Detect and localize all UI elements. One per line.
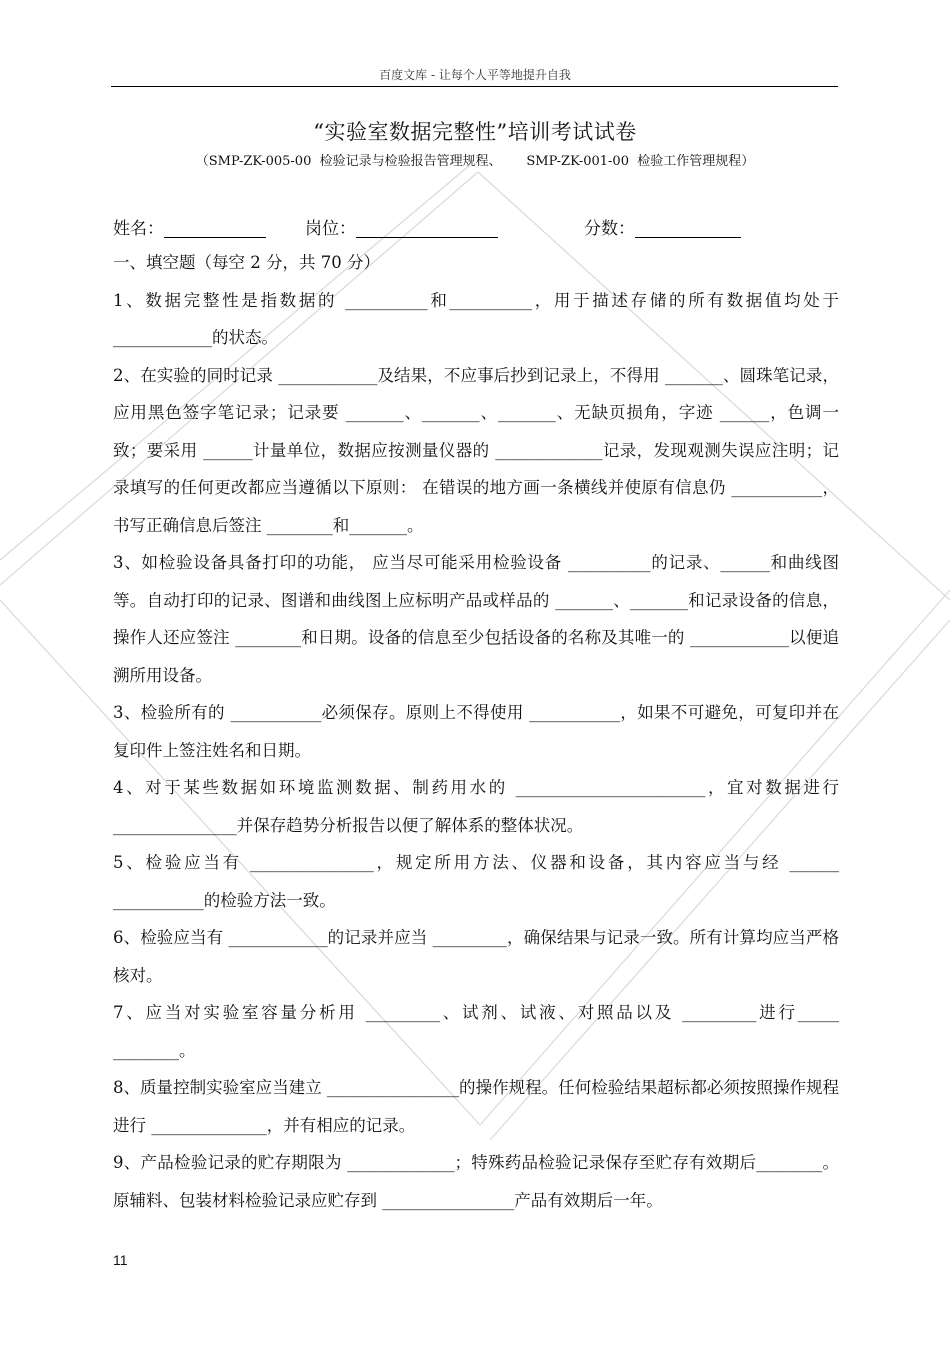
page-header: 百度文库 - 让每个人平等地提升自我 <box>379 68 571 82</box>
name-blank[interactable] <box>164 219 266 238</box>
score-field <box>584 214 741 239</box>
page-subtitle: （SMP-ZK-005-00 检验记录与检验报告管理规程、 SMP-ZK-001-00 检验工作管理规程） <box>195 154 755 169</box>
question-3a: 3、如检验设备具备打印的功能， 应当尽可能采用检验设备 __________的记录、______和曲线图等。自动打印的记录、图谱和曲线图上应标明产品或样品的 _______、_______和记录设备的信息，操作人还应签注 ________和日期。设备的信息至少包括设备的名称及其唯一的 ____________以便追溯所用设备。 <box>113 553 839 685</box>
post-field <box>305 214 498 239</box>
post-blank[interactable] <box>356 219 498 238</box>
question-3b: 3、检验所有的 ___________必须保存。原则上不得使用 ___________，如果不可避免，可复印并在复印件上签注姓名和日期。 <box>113 703 839 760</box>
exam-content <box>113 244 839 1219</box>
question-4: 4、对于某些数据如环境监测数据、制药用水的 _______________________，宜对数据进行 _______________并保存趋势分析报告以便了解体系的整体状况。 <box>113 778 839 835</box>
question-6: 6、检验应当有 ____________的记录并应当 _________，确保结果与记录一致。所有计算均应当严格核对。 <box>113 928 839 985</box>
question-7: 7、应当对实验室容量分析用 _________、试剂、试液、对照品以及 _________进行_____ ________。 <box>113 1003 839 1060</box>
name-label: 姓名： <box>113 219 164 239</box>
question-9: 9、产品检验记录的贮存期限为 _____________；特殊药品检验记录保存至贮存有效期后________。原辅料、包装材料检验记录应贮存到 ________________产品有效期后一年。 <box>113 1153 839 1210</box>
score-blank[interactable] <box>635 219 741 238</box>
page-number: 11 <box>113 1252 128 1268</box>
question-2: 2、在实验的同时记录 ____________及结果，不应事后抄到记录上，不得用 _______、圆珠笔记录，应用黑色签字笔记录；记录要 _______、_______、_______、无缺页损角，字迹 ______，色调一致；要采用 ______计量单位，数据应按测量仪器的 _____________记录，发现观测失误应注明；记录填写的任何更改都应当遵循以下原则： 在错误的地方画一条横线并使原有信息仍 ___________，书写正确信息后签注 ________和_______。 <box>113 365 839 535</box>
post-label: 岗位： <box>305 219 356 239</box>
section-heading: 一、填空题（每空 2 分，共 70 分） <box>113 253 380 272</box>
question-5: 5、检验应当有 _______________，规定所用方法、仪器和设备，其内容应当与经 ______ ___________的检验方法一致。 <box>113 853 839 910</box>
score-label: 分数： <box>584 219 635 239</box>
page-title: “实验室数据完整性”培训考试试卷 <box>313 120 637 144</box>
question-8: 8、质量控制实验室应当建立 ________________的操作规程。任何检验结果超标都必须按照操作规程进行 ______________，并有相应的记录。 <box>113 1078 839 1135</box>
question-1: 1、数据完整性是指数据的 __________和__________，用于描述存储的所有数据值均处于 ____________的状态。 <box>113 290 839 347</box>
name-field <box>113 214 266 239</box>
header-rule <box>111 86 838 87</box>
